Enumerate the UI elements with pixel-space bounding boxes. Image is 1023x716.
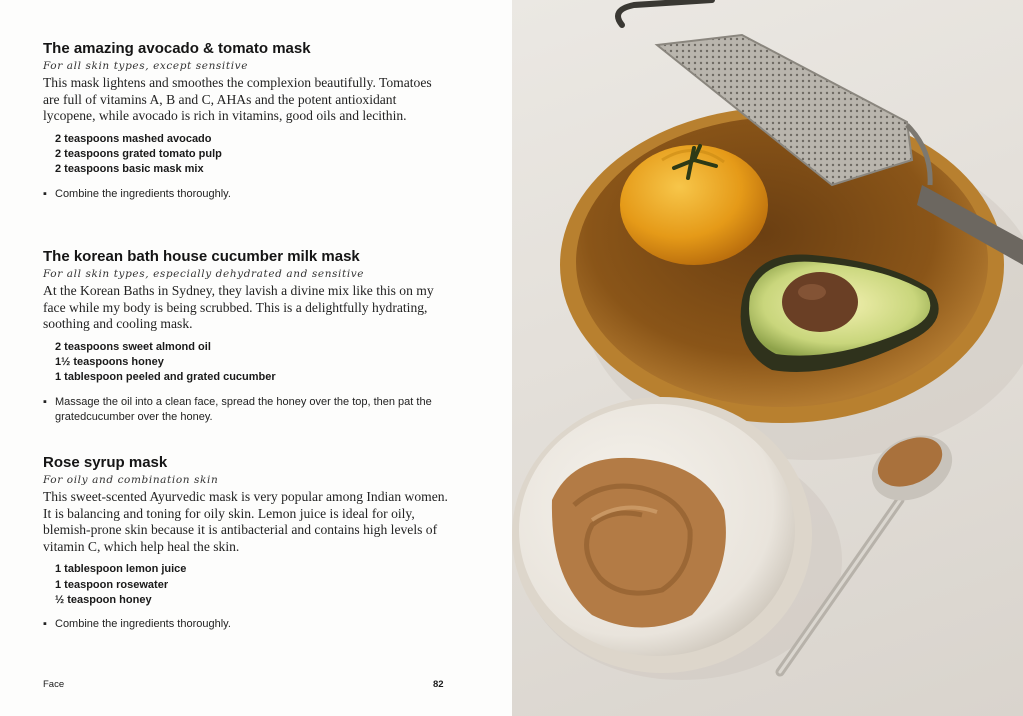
method-step-text: Massage the oil into a clean face, spread the honey over the top, then pat the gratedcucumber over the honey. [55, 395, 432, 423]
ingredient-item: 2 teaspoons sweet almond oil [55, 340, 211, 353]
recipe-rose-syrup [43, 454, 463, 633]
food-photo-illustration [512, 0, 1023, 716]
ingredient-item: 1 tablespoon peeled and grated cucumber [55, 371, 276, 384]
ingredient-list [43, 562, 463, 608]
tomato [620, 145, 768, 265]
recipe-subtitle: For all skin types, except sensitive [43, 60, 249, 72]
ingredient-item: 2 teaspoons grated tomato pulp [55, 148, 222, 161]
ingredient-list [43, 132, 463, 178]
food-photo [512, 0, 1023, 716]
method-step [43, 617, 447, 632]
method-step [43, 187, 447, 202]
recipe-subtitle: For oily and combination skin [43, 474, 219, 486]
method-step [43, 395, 447, 426]
recipe-title: The korean bath house cucumber milk mask [43, 248, 360, 265]
ingredient-item: 1 teaspoon rosewater [55, 578, 169, 591]
ingredient-item: 2 teaspoons mashed avocado [55, 132, 212, 145]
grater-frame [618, 0, 712, 25]
recipe-subtitle: For all skin types, especially dehydrated and sensitive [43, 268, 365, 280]
recipe-cucumber-milk [43, 248, 463, 425]
avocado-pit [782, 272, 858, 332]
method-step-text: Combine the ingredients thoroughly. [55, 618, 231, 631]
ingredient-list [43, 340, 463, 386]
ingredient-item: ½ teaspoon honey [55, 593, 152, 606]
footer-section-label: Face [43, 679, 65, 690]
bullet-icon: ▪ [43, 395, 47, 408]
pit-highlight [798, 284, 826, 300]
ingredient-item: 1½ teaspoons honey [55, 356, 164, 369]
recipe-title: Rose syrup mask [43, 454, 168, 471]
method-step-text: Combine the ingredients thoroughly. [55, 187, 231, 200]
recipe-avocado-tomato [43, 40, 463, 202]
recipe-description: This sweet-scented Ayurvedic mask is very popular among Indian women. It is balancing and toning for oily skin. Lemon juice is ideal for oily, blemish-prone skin because it is antibacterial and contains high levels of vitamin C, which help heal the skin. [43, 489, 448, 554]
recipe-description: This mask lightens and smoothes the complexion beautifully. Tomatoes are full of vitamins A, B and C, AHAs and the potent antioxidant lycopene, while avocado is rich in vitamins, good oils and lecithin. [43, 75, 432, 124]
ingredient-item: 1 tablespoon lemon juice [55, 563, 187, 576]
recipe-title: The amazing avocado & tomato mask [43, 40, 311, 57]
bullet-icon: ▪ [43, 618, 47, 631]
page-number: 82 [433, 679, 444, 690]
bullet-icon: ▪ [43, 187, 47, 200]
ingredient-item: 2 teaspoons basic mask mix [55, 163, 204, 176]
recipe-description: At the Korean Baths in Sydney, they lavish a divine mix like this on my face while my body is being scrubbed. This is a delightfully hydrating, soothing and cooling mask. [43, 283, 434, 332]
